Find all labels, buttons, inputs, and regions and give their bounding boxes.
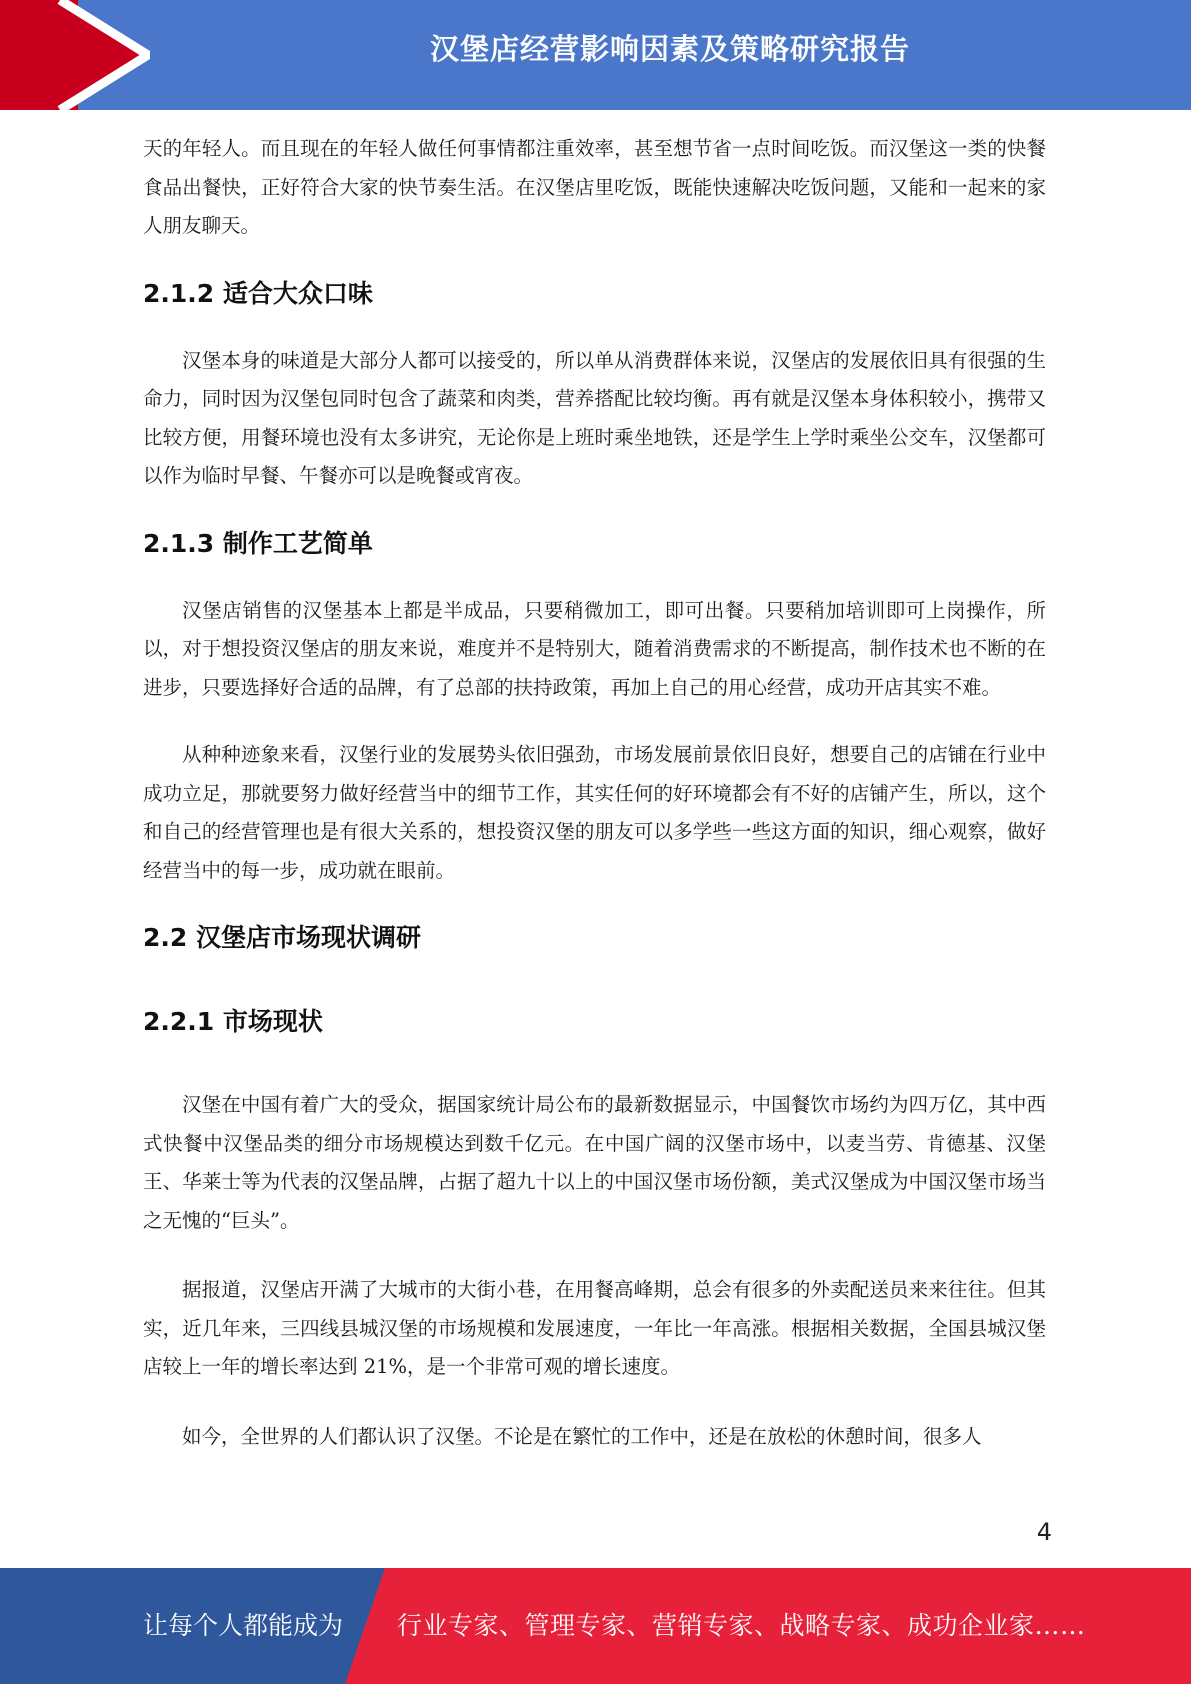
heading-2-1-2: 2.1.2 适合大众口味	[143, 278, 373, 308]
paragraph-2-2-1-b: 据报道，汉堡店开满了大城市的大街小巷，在用餐高峰期，总会有很多的外卖配送员来来往往。但其实，近几年来，三四线县城汉堡的市场规模和发展速度，一年比一年高涨。根据相关数据，全国县城汉堡店较上一年的增长率达到 21%，是一个非常可观的增长速度。	[143, 1278, 1046, 1378]
report-title: 汉堡店经营影响因素及策略研究报告	[429, 32, 910, 66]
page-number: 4	[1036, 1518, 1052, 1546]
heading-2-2: 2.2 汉堡店市场现状调研	[143, 923, 421, 952]
paragraph-2-2-1-c: 如今，全世界的人们都认识了汉堡。不论是在繁忙的工作中，还是在放松的休憩时间，很多人	[182, 1424, 982, 1448]
page-header	[0, 0, 1191, 110]
header-chevron-icon	[0, 0, 150, 110]
paragraph-2-2-1-a: 汉堡在中国有着广大的受众，据国家统计局公布的最新数据显示，中国餐饮市场约为四万亿，其中西式快餐中汉堡品类的细分市场规模达到数千亿元。在中国广阔的汉堡市场中，以麦当劳、肯德基、汉堡王、华莱士等为代表的汉堡品牌，占据了超九十以上的中国汉堡市场份额，美式汉堡成为中国汉堡市场当之无愧的“巨头”。	[143, 1093, 1046, 1232]
footer-slogan-right: 行业专家、管理专家、营销专家、战略专家、成功企业家……	[397, 1611, 1086, 1640]
heading-2-2-1: 2.2.1 市场现状	[143, 1007, 323, 1036]
heading-2-1-3: 2.1.3 制作工艺简单	[143, 528, 373, 558]
paragraph-intro: 天的年轻人。而且现在的年轻人做任何事情都注重效率，甚至想节省一点时间吃饭。而汉堡这一类的快餐食品出餐快，正好符合大家的快节奏生活。在汉堡店里吃饭，既能快速解决吃饭问题，又能和一起来的家人朋友聊天。	[143, 137, 1046, 237]
page-content	[143, 130, 1046, 1456]
paragraph-2-1-2: 汉堡本身的味道是大部分人都可以接受的，所以单从消费群体来说，汉堡店的发展依旧具有很强的生命力，同时因为汉堡包同时包含了蔬菜和肉类，营养搭配比较均衡。再有就是汉堡本身体积较小，携带又比较方便，用餐环境也没有太多讲究，无论你是上班时乘坐地铁，还是学生上学时乘坐公交车，汉堡都可以作为临时早餐、午餐亦可以是晚餐或宵夜。	[143, 348, 1046, 487]
footer-slogan-left: 让每个人都能成为	[143, 1611, 344, 1640]
paragraph-2-1-3-b: 从种种迹象来看，汉堡行业的发展势头依旧强劲，市场发展前景依旧良好，想要自己的店铺在行业中成功立足，那就要努力做好经营当中的细节工作，其实任何的好环境都会有不好的店铺产生，所以，这个和自己的经营管理也是有很大关系的，想投资汉堡的朋友可以多学些一些这方面的知识，细心观察，做好经营当中的每一步，成功就在眼前。	[143, 743, 1046, 882]
paragraph-2-1-3-a: 汉堡店销售的汉堡基本上都是半成品，只要稍微加工，即可出餐。只要稍加培训即可上岗操作，所以，对于想投资汉堡店的朋友来说，难度并不是特别大，随着消费需求的不断提高，制作技术也不断的在进步，只要选择好合适的品牌，有了总部的扶持政策，再加上自己的用心经营，成功开店其实不难。	[143, 598, 1046, 699]
page-footer	[0, 1568, 1191, 1684]
